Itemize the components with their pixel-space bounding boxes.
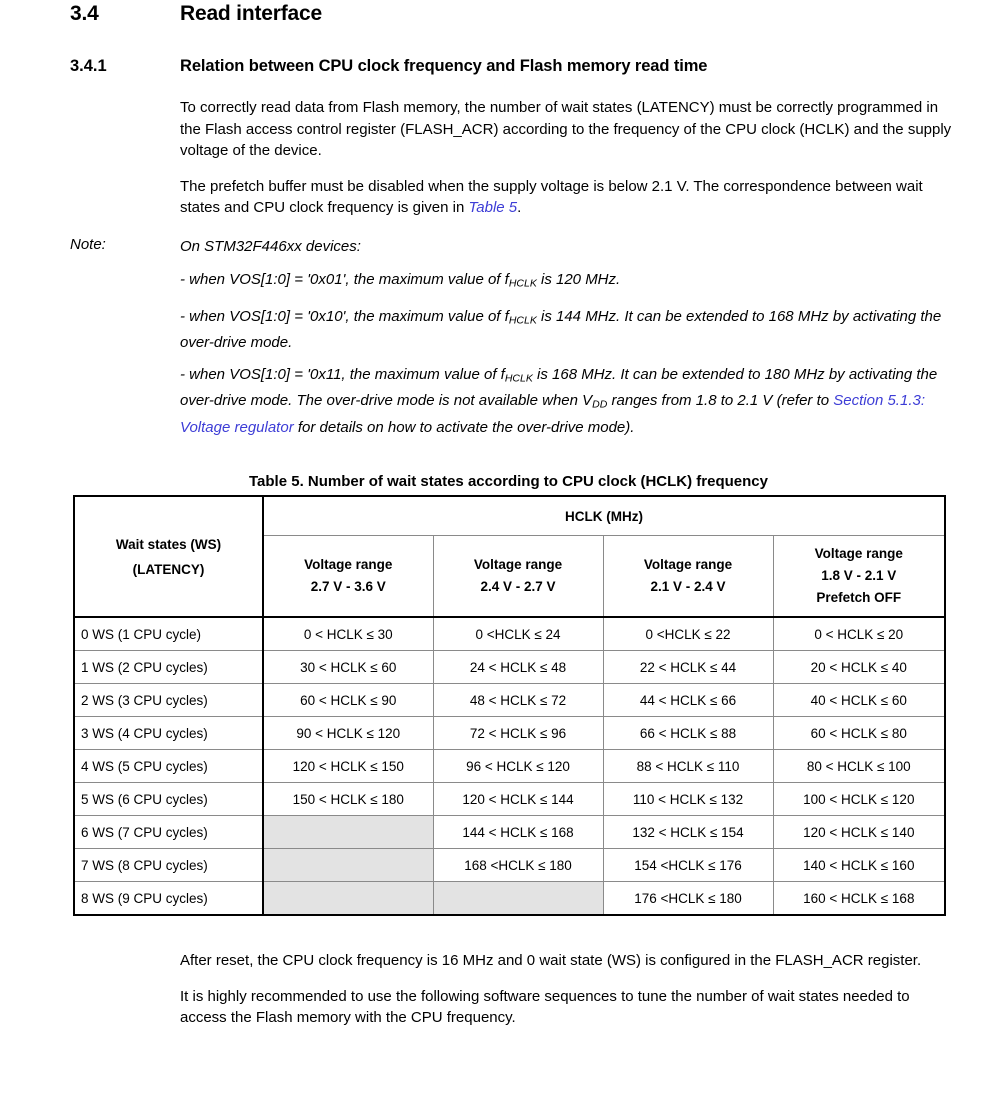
cell-range-2 xyxy=(433,882,603,916)
note-line-3-a: - when VOS[1:0] = '0x11, the maximum value of f xyxy=(180,366,505,384)
cell-range-3: 132 < HCLK ≤ 154 xyxy=(603,816,773,849)
header-wait-states-line2: (LATENCY) xyxy=(132,561,205,577)
cell-range-4: 20 < HCLK ≤ 40 xyxy=(773,651,945,684)
cell-wait-state: 0 WS (1 CPU cycle) xyxy=(74,617,263,651)
section-number: 3.4 xyxy=(70,2,99,25)
header-voltage-range-2 xyxy=(433,536,603,618)
note-line-3-subscript-vdd: DD xyxy=(592,399,608,411)
note-line-3 xyxy=(180,364,960,438)
note-line-2 xyxy=(180,306,960,354)
table-header-row-main xyxy=(74,496,945,536)
header-voltage-range-2-line1: Voltage range xyxy=(473,557,563,572)
table-caption: Table 5. Number of wait states according to CPU clock (HCLK) frequency xyxy=(249,473,768,490)
header-voltage-range-4-line3: Prefetch OFF xyxy=(816,590,902,605)
header-voltage-range-4-line2: 1.8 V - 2.1 V xyxy=(821,568,897,583)
cell-range-2: 168 <HCLK ≤ 180 xyxy=(433,849,603,882)
cell-range-3: 154 <HCLK ≤ 176 xyxy=(603,849,773,882)
cell-range-1: 30 < HCLK ≤ 60 xyxy=(263,651,433,684)
note-body xyxy=(180,236,960,438)
cell-range-2: 0 <HCLK ≤ 24 xyxy=(433,617,603,651)
cell-range-3: 66 < HCLK ≤ 88 xyxy=(603,717,773,750)
cell-range-1: 90 < HCLK ≤ 120 xyxy=(263,717,433,750)
intro-paragraph-2-tail: . xyxy=(517,199,522,216)
intro-paragraph-2-text: The prefetch buffer must be disabled when the supply voltage is below 2.1 V. The correspondence between wait states and CPU clock frequency is given in xyxy=(180,177,923,216)
table-row xyxy=(74,816,945,849)
cell-range-4: 0 < HCLK ≤ 20 xyxy=(773,617,945,651)
header-voltage-range-2-line2: 2.4 V - 2.7 V xyxy=(480,579,556,594)
cell-range-3: 110 < HCLK ≤ 132 xyxy=(603,783,773,816)
note-line-1-a: - when VOS[1:0] = '0x01', the maximum value of f xyxy=(180,270,509,288)
note-line-2-b: is 144 MHz. It can be extended to 168 MHz by activating the over-drive mode. xyxy=(180,307,942,351)
table-body xyxy=(74,617,945,915)
table-5-link[interactable]: Table 5 xyxy=(468,199,518,216)
note-line-1-subscript: HCLK xyxy=(508,277,537,290)
note-line-1 xyxy=(180,269,960,295)
header-voltage-range-4 xyxy=(773,536,945,618)
footer-paragraph-1: After reset, the CPU clock frequency is 16 MHz and 0 wait state (WS) is configured in the FLASH_ACR register. xyxy=(180,952,922,969)
note-line-3-b: is 168 MHz. It can be extended to 180 MHz by activating the over-drive mode. The over-drive mode is not available when V xyxy=(180,366,938,410)
intro-body xyxy=(180,97,960,233)
voltage-regulator-link[interactable]: Section 5.1.3: Voltage regulator xyxy=(180,392,925,436)
cell-range-2: 72 < HCLK ≤ 96 xyxy=(433,717,603,750)
cell-range-2: 96 < HCLK ≤ 120 xyxy=(433,750,603,783)
cell-range-4: 160 < HCLK ≤ 168 xyxy=(773,882,945,916)
wait-states-table xyxy=(73,495,946,916)
note-line-3-subscript: HCLK xyxy=(504,372,533,385)
cell-range-2: 144 < HCLK ≤ 168 xyxy=(433,816,603,849)
intro-paragraph-2 xyxy=(180,176,960,219)
cell-range-4: 60 < HCLK ≤ 80 xyxy=(773,717,945,750)
cell-wait-state: 5 WS (6 CPU cycles) xyxy=(74,783,263,816)
header-wait-states-line1: Wait states (WS) xyxy=(115,536,222,552)
intro-paragraph-1: To correctly read data from Flash memory, the number of wait states (LATENCY) must be correctly programmed in the Flash access control register (FLASH_ACR) according to the frequency of the CPU clock (HCLK) and the supply voltage of the device. xyxy=(180,99,952,159)
cell-range-3: 22 < HCLK ≤ 44 xyxy=(603,651,773,684)
table-row xyxy=(74,750,945,783)
footer-paragraph-2: It is highly recommended to use the following software sequences to tune the number of wait states needed to access the Flash memory with the CPU frequency. xyxy=(180,987,910,1026)
cell-wait-state: 1 WS (2 CPU cycles) xyxy=(74,651,263,684)
header-voltage-range-1-line1: Voltage range xyxy=(304,557,393,572)
table-head xyxy=(74,496,945,617)
cell-wait-state: 6 WS (7 CPU cycles) xyxy=(74,816,263,849)
note-label: Note: xyxy=(70,236,106,253)
cell-wait-state: 8 WS (9 CPU cycles) xyxy=(74,882,263,916)
note-line-3-d: for details on how to activate the over-drive mode). xyxy=(293,418,635,436)
note-line-2-a: - when VOS[1:0] = '0x10', the maximum value of f xyxy=(180,307,509,325)
cell-wait-state: 7 WS (8 CPU cycles) xyxy=(74,849,263,882)
table-row xyxy=(74,849,945,882)
subsection-title: Relation between CPU clock frequency and Flash memory read time xyxy=(180,57,708,75)
cell-range-1: 60 < HCLK ≤ 90 xyxy=(263,684,433,717)
cell-range-1: 120 < HCLK ≤ 150 xyxy=(263,750,433,783)
header-voltage-range-1-line2: 2.7 V - 3.6 V xyxy=(310,579,386,594)
table-row xyxy=(74,717,945,750)
cell-range-3: 44 < HCLK ≤ 66 xyxy=(603,684,773,717)
table-row xyxy=(74,783,945,816)
cell-range-3: 176 <HCLK ≤ 180 xyxy=(603,882,773,916)
note-intro: On STM32F446xx devices: xyxy=(180,238,361,255)
subsection-number: 3.4.1 xyxy=(70,57,107,75)
note-line-1-b: is 120 MHz. xyxy=(536,270,621,288)
cell-wait-state: 4 WS (5 CPU cycles) xyxy=(74,750,263,783)
cell-range-3: 0 <HCLK ≤ 22 xyxy=(603,617,773,651)
cell-range-2: 48 < HCLK ≤ 72 xyxy=(433,684,603,717)
header-hclk-mhz: HCLK (MHz) xyxy=(263,496,945,536)
table-row xyxy=(74,651,945,684)
note-line-3-c: ranges from 1.8 to 2.1 V (refer to xyxy=(607,392,834,410)
header-voltage-range-4-line1: Voltage range xyxy=(814,546,903,561)
cell-range-1 xyxy=(263,849,433,882)
note-block xyxy=(70,236,960,438)
subsection-heading xyxy=(70,57,960,76)
cell-range-2: 24 < HCLK ≤ 48 xyxy=(433,651,603,684)
cell-range-4: 40 < HCLK ≤ 60 xyxy=(773,684,945,717)
footer-body xyxy=(180,950,960,1043)
header-voltage-range-3 xyxy=(603,536,773,618)
cell-range-2: 120 < HCLK ≤ 144 xyxy=(433,783,603,816)
header-voltage-range-1 xyxy=(263,536,433,618)
cell-range-3: 88 < HCLK ≤ 110 xyxy=(603,750,773,783)
section-title: Read interface xyxy=(180,2,322,25)
wait-states-table-wrap xyxy=(73,495,944,916)
section-heading xyxy=(70,2,960,26)
cell-range-1 xyxy=(263,816,433,849)
cell-range-4: 100 < HCLK ≤ 120 xyxy=(773,783,945,816)
cell-range-4: 80 < HCLK ≤ 100 xyxy=(773,750,945,783)
cell-range-1: 150 < HCLK ≤ 180 xyxy=(263,783,433,816)
table-row xyxy=(74,882,945,916)
header-voltage-range-3-line2: 2.1 V - 2.4 V xyxy=(650,579,726,594)
cell-range-1: 0 < HCLK ≤ 30 xyxy=(263,617,433,651)
cell-range-4: 140 < HCLK ≤ 160 xyxy=(773,849,945,882)
cell-range-4: 120 < HCLK ≤ 140 xyxy=(773,816,945,849)
header-voltage-range-3-line1: Voltage range xyxy=(643,557,733,572)
table-row xyxy=(74,617,945,651)
cell-wait-state: 2 WS (3 CPU cycles) xyxy=(74,684,263,717)
cell-range-1 xyxy=(263,882,433,916)
cell-wait-state: 3 WS (4 CPU cycles) xyxy=(74,717,263,750)
header-wait-states xyxy=(74,496,263,617)
note-line-2-subscript: HCLK xyxy=(508,314,537,327)
table-row xyxy=(74,684,945,717)
